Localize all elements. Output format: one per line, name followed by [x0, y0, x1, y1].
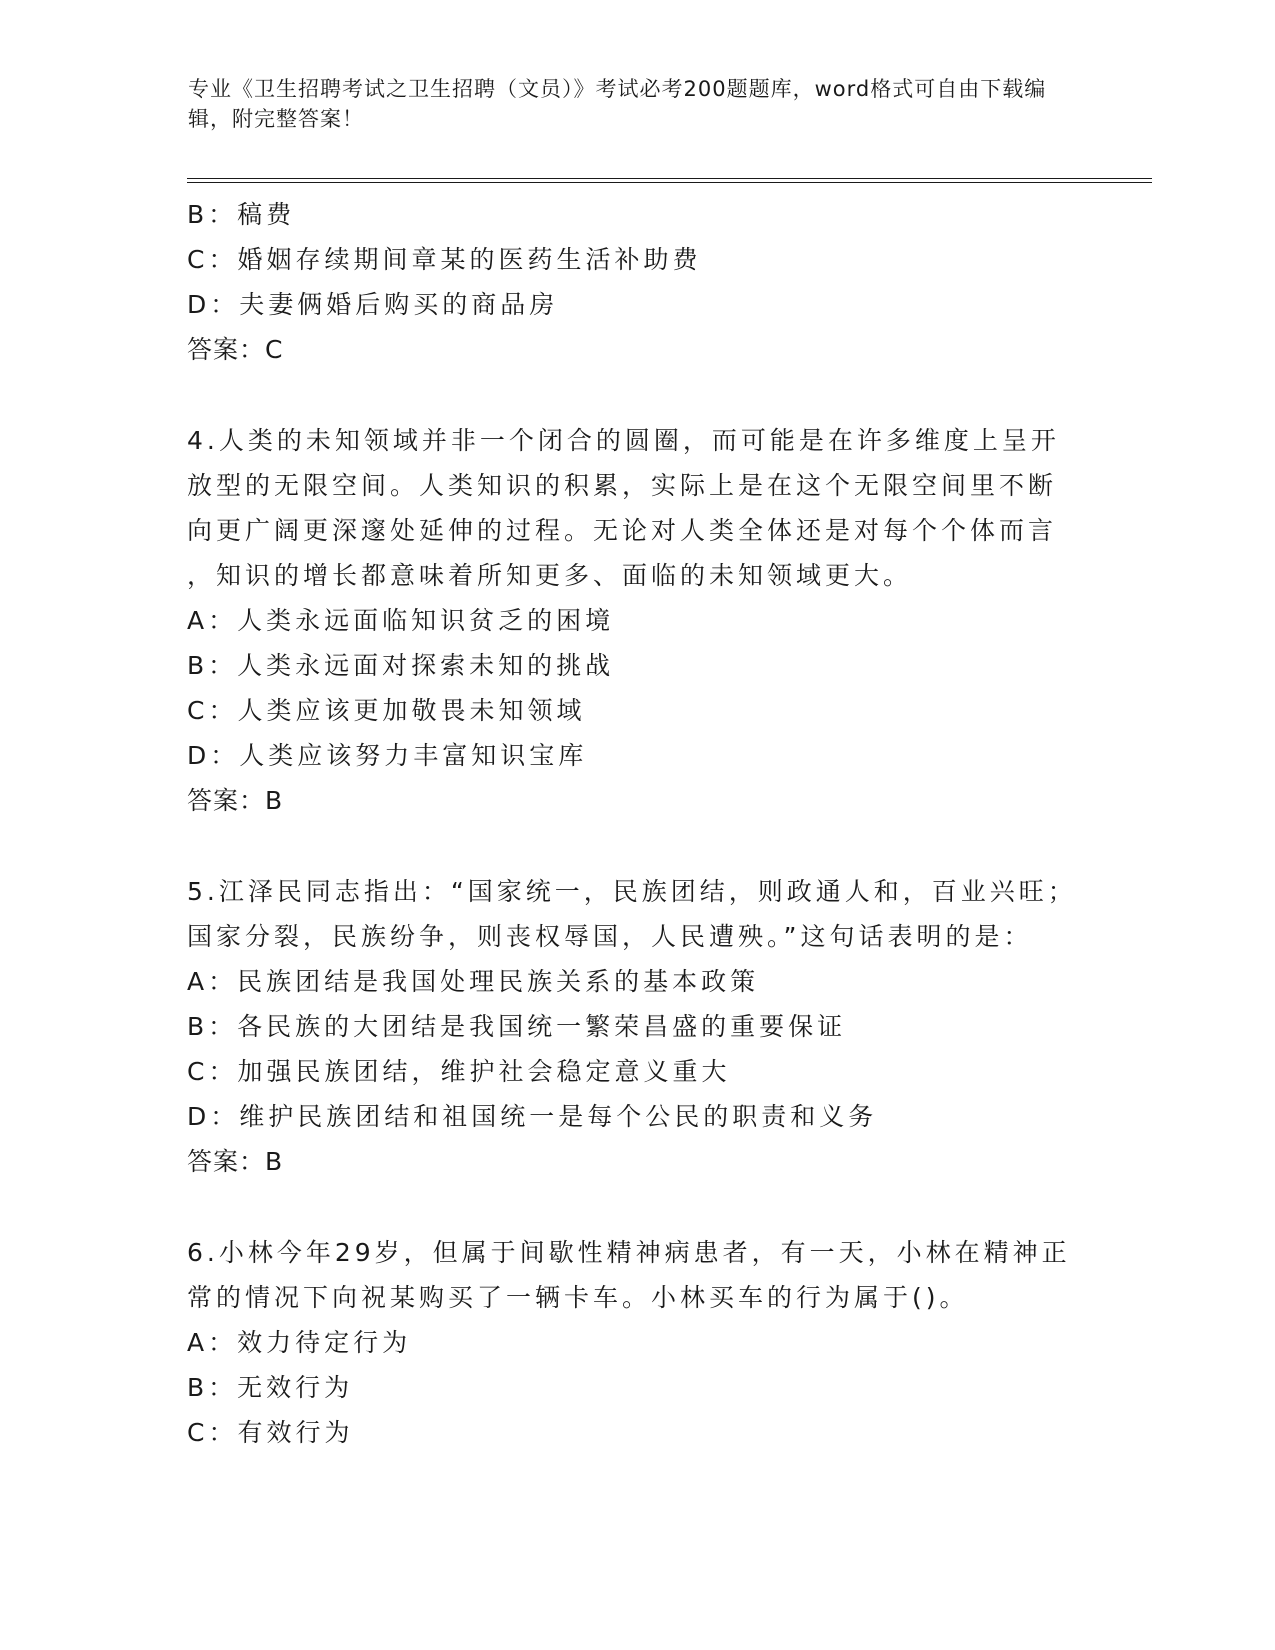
- answer-label: 答案：: [187, 786, 266, 815]
- option-a: A：人类永远面临知识贫乏的困境: [187, 606, 615, 635]
- question-block-4: [187, 418, 1077, 823]
- document-header: [188, 74, 1068, 134]
- header-title: 专业《卫生招聘考试之卫生招聘（文员）》考试必考200题题库，word格式可自由下载编辑，附完整答案！: [188, 77, 1047, 131]
- option-d: D：维护民族团结和祖国统一是每个公民的职责和义务: [187, 1102, 878, 1131]
- question-list: [187, 192, 1077, 1455]
- header-rule-top: [187, 178, 1152, 179]
- option-a: A：效力待定行为: [187, 1328, 412, 1357]
- answer-line: [187, 327, 1077, 372]
- option-b: B：无效行为: [187, 1373, 354, 1402]
- option-b: B：稿费: [187, 200, 296, 229]
- question-stem-line: ，知识的增长都意味着所知更多、面临的未知领域更大。: [187, 561, 913, 590]
- option-d: D：人类应该努力丰富知识宝库: [187, 741, 588, 770]
- answer-line: [187, 778, 1077, 823]
- header-rule-bottom: [187, 182, 1152, 183]
- option-b: B：各民族的大团结是我国统一繁荣昌盛的重要保证: [187, 1012, 847, 1041]
- question-stem-line: 向更广阔更深邃处延伸的过程。无论对人类全体还是对每个个体而言: [187, 516, 1058, 545]
- question-stem-line: 6.小林今年29岁，但属于间歇性精神病患者，有一天，小林在精神正: [187, 1238, 1071, 1267]
- answer-value: B: [265, 786, 284, 815]
- question-stem-line: 放型的无限空间。人类知识的积累，实际上是在这个无限空间里不断: [187, 471, 1058, 500]
- answer-value: B: [265, 1147, 284, 1176]
- question-block-6: [187, 1230, 1077, 1455]
- option-c: C：人类应该更加敬畏未知领域: [187, 696, 586, 725]
- question-block-prev: [187, 192, 1077, 372]
- option-b: B：人类永远面对探索未知的挑战: [187, 651, 615, 680]
- question-block-5: [187, 869, 1077, 1184]
- option-a: A：民族团结是我国处理民族关系的基本政策: [187, 967, 760, 996]
- option-d: D：夫妻俩婚后购买的商品房: [187, 290, 559, 319]
- option-c: C：加强民族团结，维护社会稳定意义重大: [187, 1057, 731, 1086]
- answer-label: 答案：: [187, 1147, 266, 1176]
- answer-line: [187, 1139, 1077, 1184]
- question-stem-line: 常的情况下向祝某购买了一辆卡车。小林买车的行为属于()。: [187, 1283, 969, 1312]
- question-stem-line: 5.江泽民同志指出：“国家统一，民族团结，则政通人和，百业兴旺；: [187, 877, 1077, 906]
- answer-label: 答案：: [187, 335, 266, 364]
- question-stem-line: 国家分裂，民族纷争，则丧权辱国，人民遭殃。”这句话表明的是：: [187, 922, 1033, 951]
- option-c: C：有效行为: [187, 1418, 354, 1447]
- answer-value: C: [265, 335, 284, 364]
- question-stem-line: 4.人类的未知领域并非一个闭合的圆圈，而可能是在许多维度上呈开: [187, 426, 1060, 455]
- option-c: C：婚姻存续期间章某的医药生活补助费: [187, 245, 702, 274]
